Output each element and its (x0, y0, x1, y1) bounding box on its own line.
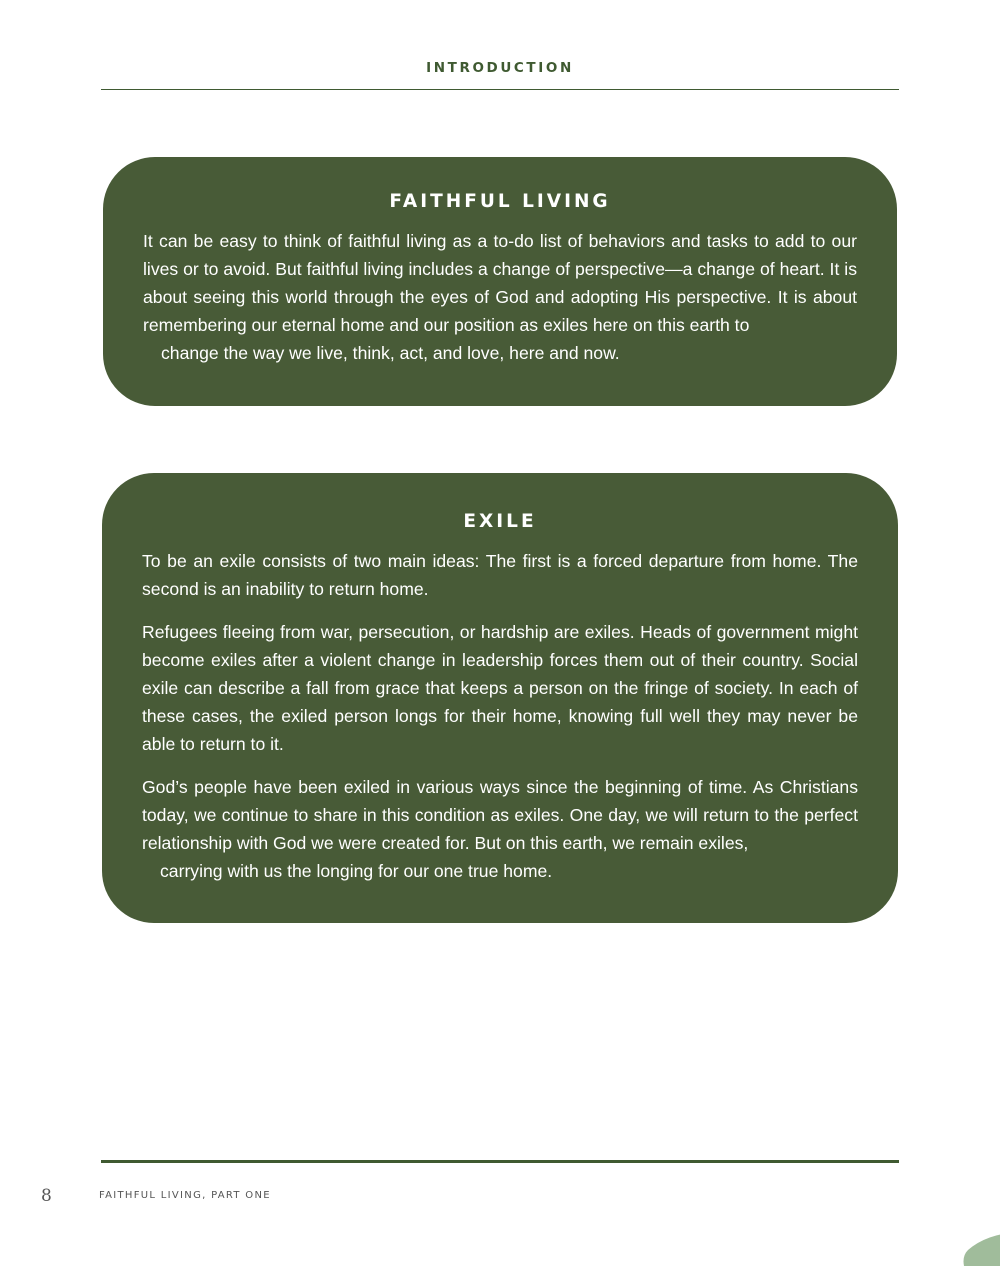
header-divider (101, 89, 899, 90)
exile-paragraph-1: To be an exile consists of two main ideas: The first is a forced departure from home. The second is an inability to return home. (142, 547, 858, 603)
paragraph-text: It can be easy to think of faithful living as a to-do list of behaviors and tasks to add to our lives or to avoid. But faithful living includes a change of perspective—a change of heart. It is about seeing this world through the eyes of God and adopting His perspective. It is about remembering our eternal home and our position as exiles here on this earth to (143, 231, 857, 335)
footer-divider (101, 1160, 899, 1163)
section-header-title: INTRODUCTION (0, 60, 1000, 76)
paragraph-text-tail: change the way we live, think, act, and love, here and now. (143, 343, 620, 363)
faithful-living-card (103, 157, 897, 406)
exile-card (102, 473, 898, 923)
footer-running-title: FAITHFUL LIVING, PART ONE (99, 1190, 271, 1201)
page-number: 8 (41, 1186, 52, 1206)
paragraph-text: God’s people have been exiled in various ways since the beginning of time. As Christians today, we continue to share in this condition as exiles. One day, we will return to the perfect relationship with God we were created for. But on this earth, we remain exiles, (142, 777, 858, 853)
exile-paragraph-3 (142, 773, 858, 885)
faithful-living-heading: FAITHFUL LIVING (143, 190, 857, 214)
exile-paragraph-2: Refugees fleeing from war, persecution, or hardship are exiles. Heads of government might become exiles after a violent change in leadership forces them out of their country. Social exile can describe a fall from grace that keeps a person on the fringe of society. In each of these cases, the exiled person longs for their home, knowing full well they may never be able to return to it. (142, 618, 858, 758)
leaf-decoration-icon (960, 1226, 1000, 1266)
exile-heading: EXILE (142, 510, 858, 534)
faithful-living-paragraph (143, 227, 857, 367)
paragraph-text-tail: carrying with us the longing for our one true home. (142, 861, 552, 881)
leaf-shape (964, 1232, 1000, 1266)
